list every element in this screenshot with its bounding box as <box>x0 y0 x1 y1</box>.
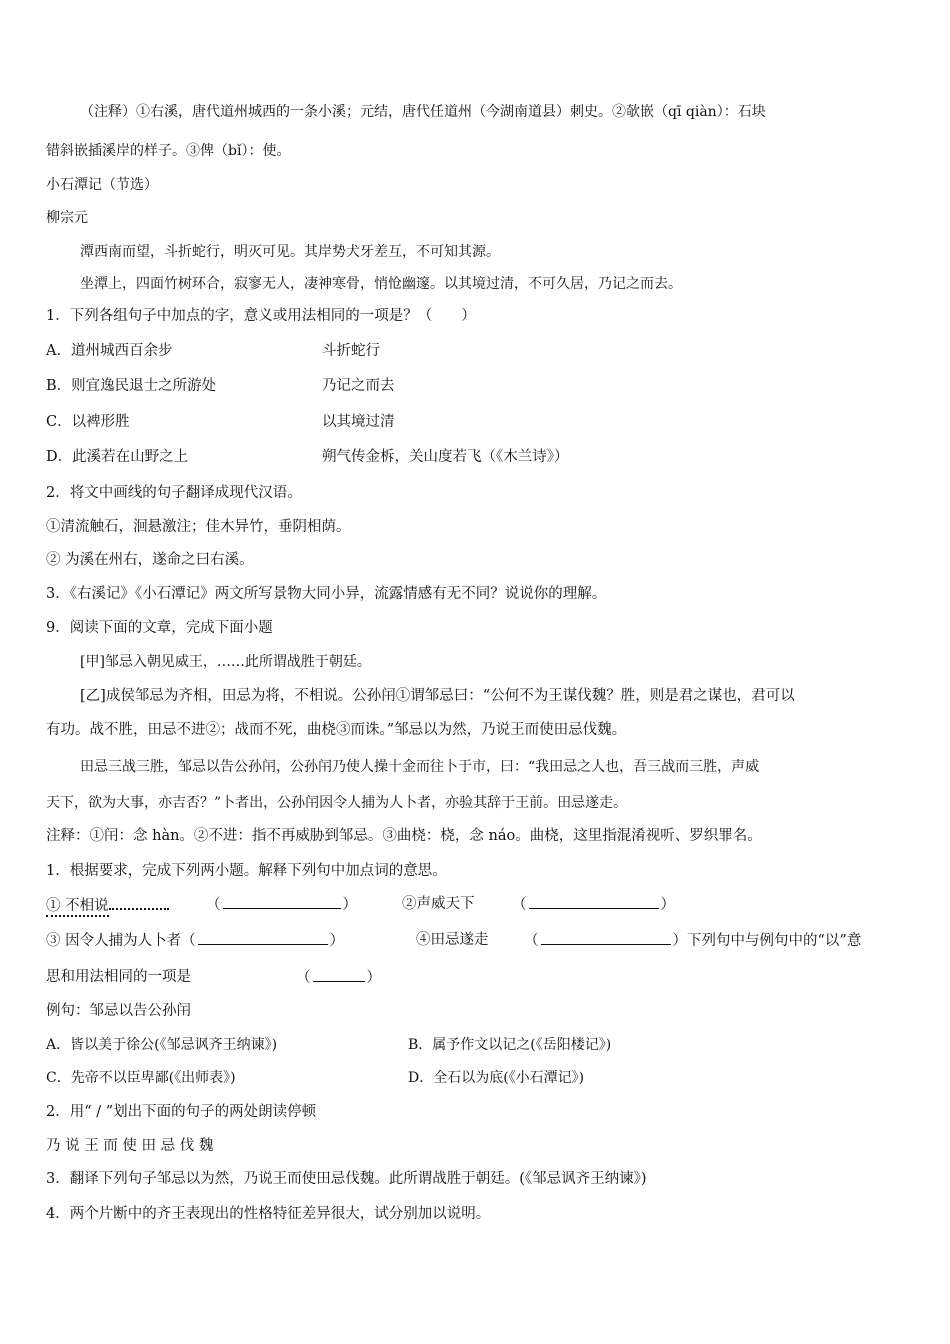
passage-author: 柳宗元 <box>46 210 88 226</box>
subquestion-1-part-2-start: ）下列句中与例句中的“以”意 <box>672 933 862 949</box>
option-d-right: 朔气传金柝，关山度若飞（《木兰诗》） <box>322 449 569 465</box>
option-d-left: D．此溪若在山野之上 <box>46 449 189 465</box>
answer-blank-3[interactable] <box>198 930 328 945</box>
passage-yi-line-4: 天下，欲为大事，亦吉否？”卜者出，公孙闬因令人捕为人卜者，亦验其辞于王前。田忌遂走。 <box>46 795 628 811</box>
passage-paragraph-1: 潭西南而望，斗折蛇行，明灭可见。其岸势犬牙差互，不可知其源。 <box>80 244 500 260</box>
passage-paragraph-2: 坐潭上，四面竹树环合，寂寥无人，凄神寒骨，悄怆幽邃。以其境过清，不可久居，乃记之而去。 <box>80 276 682 292</box>
answer-blank-5[interactable] <box>313 967 365 982</box>
question-2-sentence-2: ② 为溪在州右，遂命之曰右溪。 <box>46 552 254 568</box>
question-2: 2．将文中画线的句子翻译成现代汉语。 <box>46 485 302 501</box>
blank-5-close: ） <box>366 970 381 986</box>
subquestion-4: 4．两个片断中的齐王表现出的性格特征差异很大，试分别加以说明。 <box>46 1206 491 1222</box>
option-b-right: 乃记之而去 <box>322 378 395 394</box>
blank-2-open: （ <box>512 897 527 913</box>
word-sheng-wei: ②声威天下 <box>402 896 475 912</box>
passage-yi-line-3: 田忌三战三胜，邹忌以告公孙闬，公孙闬乃使人操十金而往卜于市，曰：“我田忌之人也，吾三战而三胜，声威 <box>80 759 760 775</box>
choice-b: B．属予作文以记之(《岳阳楼记》) <box>408 1037 612 1053</box>
choice-d: D．全石以为底(《小石潭记》) <box>408 1070 585 1086</box>
example-sentence: 例句：邹忌以告公孙闬 <box>46 1003 191 1019</box>
passage-title: 小石潭记（节选） <box>46 177 158 193</box>
subquestion-1: 1．根据要求，完成下列两小题。解释下列句中加点词的意思。 <box>46 863 447 879</box>
blank-3-close: ） <box>329 933 345 949</box>
note-line-1: （注释）①右溪，唐代道州城西的一条小溪；元结，唐代任道州（今湖南道县）刺史。②欹嵌（qī qiàn）：石块 <box>80 104 766 120</box>
section-9-heading: 9．阅读下面的文章，完成下面小题 <box>46 620 273 636</box>
emphasis-dots <box>109 894 169 910</box>
subquestion-1-part-2-end: 思和用法相同的一项是 <box>46 969 191 985</box>
word-bu-xiang-shuo: ① 不相说 <box>46 898 109 917</box>
choice-row-2 <box>46 1068 906 1088</box>
choice-a: A．皆以美于徐公(《邹忌讽齐王纳谏》) <box>46 1037 278 1053</box>
choice-c: C．先帝不以臣卑鄙(《出师表》) <box>46 1070 236 1086</box>
option-c-row <box>46 412 906 432</box>
answer-blank-2[interactable] <box>529 894 659 909</box>
annotation-line: 注释：①闬：念 hàn。②不进：指不再威胁到邹忌。③曲桡：桡，念 náo。曲桡，这里指混淆视听、罗织罪名。 <box>46 828 762 844</box>
word-sui-zou: ④田忌遂走 <box>416 932 489 948</box>
passage-yi-line-1: [乙]成侯邹忌为齐相，田忌为将，不相说。公孙闬①谓邹忌曰：“公何不为王谋伐魏？胜，则是君之谋也，君可以 <box>80 688 795 704</box>
option-c-right: 以其境过清 <box>322 414 395 430</box>
choice-row-1 <box>46 1035 906 1055</box>
subquestion-1-row-b <box>46 930 906 951</box>
blank-4-open: （ <box>524 933 539 949</box>
subquestion-2-sentence: 乃 说 王 而 使 田 忌 伐 魏 <box>46 1138 214 1154</box>
blank-2-close: ） <box>660 897 675 913</box>
option-a-row <box>46 341 906 361</box>
note-line-2: 错斜嵌插溪岸的样子。③俾（bǐ）：使。 <box>46 143 291 159</box>
answer-blank-4[interactable] <box>541 930 671 945</box>
option-a-left: A．道州城西百余步 <box>46 343 173 359</box>
answer-blank-1[interactable] <box>223 894 341 909</box>
word-yin-ling: ③ 因令人捕为人卜者（ <box>46 933 196 949</box>
option-b-left: B．则宜逸民退士之所游处 <box>46 378 217 394</box>
blank-5-open: （ <box>296 970 311 986</box>
subquestion-2: 2．用“ / ”划出下面的句子的两处朗读停顿 <box>46 1104 317 1120</box>
subquestion-1-row-a <box>46 894 906 916</box>
blank-1-open: （ <box>206 897 221 913</box>
option-a-right: 斗折蛇行 <box>322 343 380 359</box>
question-2-sentence-1: ①清流触石，洄悬激注；佳木异竹，垂阴相荫。 <box>46 519 351 535</box>
option-b-row <box>46 376 906 396</box>
passage-yi-line-2: 有功。战不胜，田忌不进②；战而不死，曲桡③而诛。”邹忌以为然，乃说王而使田忌伐魏。 <box>46 722 627 738</box>
blank-1-close: ） <box>342 897 357 913</box>
question-1: 1．下列各组句子中加点的字，意义或用法相同的一项是？（ ） <box>46 308 476 324</box>
option-c-left: C．以裨形胜 <box>46 414 130 430</box>
question-3: 3．《右溪记》《小石潭记》两文所写景物大同小异，流露情感有无不同？说说你的理解。 <box>46 586 607 602</box>
option-d-row <box>46 447 906 467</box>
passage-jia: [甲]邹忌入朝见威王，……此所谓战胜于朝廷。 <box>80 654 371 670</box>
subquestion-1-row-c <box>46 967 906 987</box>
subquestion-3: 3．翻译下列句子邹忌以为然，乃说王而使田忌伐魏。此所谓战胜于朝廷。(《邹忌讽齐王纳谏》) <box>46 1171 647 1187</box>
